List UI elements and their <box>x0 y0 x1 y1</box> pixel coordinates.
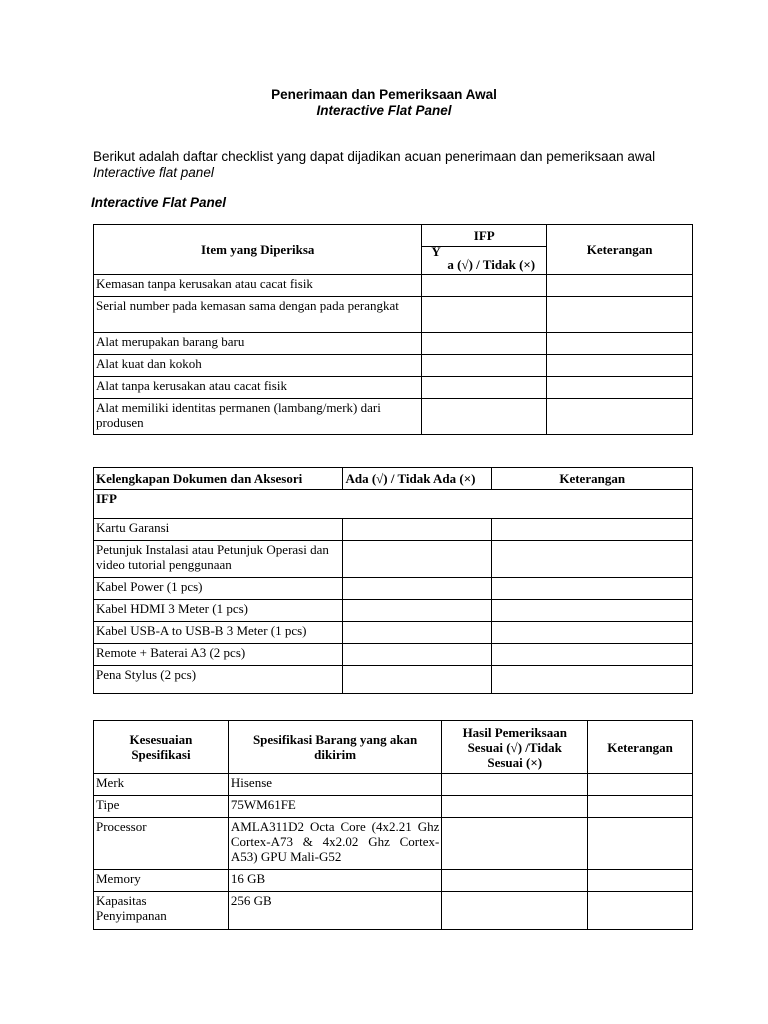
table-row <box>94 275 693 297</box>
spec-value: 256 GB <box>228 892 441 930</box>
check-cell[interactable] <box>343 666 492 694</box>
note-cell[interactable] <box>547 377 693 399</box>
header-yes-no-label: a (√) / Tidak (×) <box>447 256 536 272</box>
table-row <box>94 644 693 666</box>
table-row <box>94 818 693 870</box>
spec-value: 16 GB <box>228 870 441 892</box>
note-cell[interactable] <box>547 399 693 435</box>
note-cell[interactable] <box>547 275 693 297</box>
note-cell[interactable] <box>588 870 693 892</box>
row-label: Alat memiliki identitas permanen (lambang/merk) dari produsen <box>94 399 422 435</box>
table-row <box>94 399 693 435</box>
header-spec: Kesesuaian Spesifikasi <box>94 721 229 774</box>
row-label: Kartu Garansi <box>94 519 343 541</box>
result-cell[interactable] <box>442 796 588 818</box>
table-row <box>94 600 693 622</box>
table-row <box>94 377 693 399</box>
documents-table <box>93 467 693 694</box>
check-cell[interactable] <box>422 297 547 333</box>
note-cell[interactable] <box>588 892 693 930</box>
check-cell[interactable] <box>422 377 547 399</box>
inspection-table <box>93 224 693 435</box>
note-cell[interactable] <box>547 333 693 355</box>
note-cell[interactable] <box>547 355 693 377</box>
section-title: Interactive Flat Panel <box>91 195 227 210</box>
note-cell[interactable] <box>492 519 693 541</box>
check-cell[interactable] <box>422 399 547 435</box>
table-row <box>94 796 693 818</box>
table-row <box>94 622 693 644</box>
row-label: Petunjuk Instalasi atau Petunjuk Operasi dan video tutorial penggunaan <box>94 541 343 578</box>
check-cell[interactable] <box>422 333 547 355</box>
spec-label: Merk <box>94 774 229 796</box>
table-row <box>94 333 693 355</box>
row-label: Remote + Baterai A3 (2 pcs) <box>94 644 343 666</box>
check-cell[interactable] <box>343 541 492 578</box>
note-cell[interactable] <box>492 578 693 600</box>
spec-value: 75WM61FE <box>228 796 441 818</box>
header-note: Keterangan <box>588 721 693 774</box>
header-yes-no <box>422 244 547 275</box>
note-cell[interactable] <box>547 297 693 333</box>
group-label: IFP <box>94 490 693 519</box>
row-label: Alat tanpa kerusakan atau cacat fisik <box>94 377 422 399</box>
row-label: Kabel HDMI 3 Meter (1 pcs) <box>94 600 343 622</box>
spec-label: Processor <box>94 818 229 870</box>
check-cell[interactable] <box>343 600 492 622</box>
table-row <box>94 666 693 694</box>
note-cell[interactable] <box>492 622 693 644</box>
intro-text: Berikut adalah daftar checklist yang dapat dijadikan acuan penerimaan dan pemeriksaan awal <box>93 149 656 164</box>
spec-label: Kapasitas Penyimpanan <box>94 892 229 930</box>
result-cell[interactable] <box>442 870 588 892</box>
note-cell[interactable] <box>492 644 693 666</box>
header-note: Keterangan <box>547 225 693 275</box>
row-label: Pena Stylus (2 pcs) <box>94 666 343 694</box>
header-availability: Ada (√) / Tidak Ada (×) <box>343 468 492 490</box>
row-label: Serial number pada kemasan sama dengan pada perangkat <box>94 297 422 333</box>
table-row <box>94 355 693 377</box>
result-cell[interactable] <box>442 774 588 796</box>
note-cell[interactable] <box>492 541 693 578</box>
header-note: Keterangan <box>492 468 693 490</box>
table-row <box>94 892 693 930</box>
table-row <box>94 578 693 600</box>
row-label: Kabel Power (1 pcs) <box>94 578 343 600</box>
result-cell[interactable] <box>442 892 588 930</box>
spec-value: Hisense <box>228 774 441 796</box>
note-cell[interactable] <box>588 774 693 796</box>
table-row <box>94 519 693 541</box>
check-cell[interactable] <box>422 355 547 377</box>
note-cell[interactable] <box>588 818 693 870</box>
header-ifp: IFP <box>422 225 547 247</box>
row-label: Alat merupakan barang baru <box>94 333 422 355</box>
note-cell[interactable] <box>588 796 693 818</box>
note-cell[interactable] <box>492 666 693 694</box>
table-row <box>94 870 693 892</box>
row-label: Kemasan tanpa kerusakan atau cacat fisik <box>94 275 422 297</box>
check-cell[interactable] <box>422 275 547 297</box>
table-row <box>94 541 693 578</box>
spec-label: Memory <box>94 870 229 892</box>
check-cell[interactable] <box>343 644 492 666</box>
result-cell[interactable] <box>442 818 588 870</box>
header-yes-no-y: Y <box>431 244 441 259</box>
check-cell[interactable] <box>343 622 492 644</box>
document-title: Penerimaan dan Pemeriksaan Awal <box>271 87 497 102</box>
table-row <box>94 774 693 796</box>
header-item: Item yang Diperiksa <box>94 225 422 275</box>
intro-italic-text: Interactive flat panel <box>93 165 214 180</box>
check-cell[interactable] <box>343 519 492 541</box>
row-label: Alat kuat dan kokoh <box>94 355 422 377</box>
table-row <box>94 297 693 333</box>
check-cell[interactable] <box>343 578 492 600</box>
document-subtitle: Interactive Flat Panel <box>316 103 452 118</box>
header-item: Spesifikasi Barang yang akan dikirim <box>228 721 441 774</box>
intro-paragraph <box>93 149 683 181</box>
header-result: Hasil Pemeriksaan Sesuai (√) /Tidak Sesuai (×) <box>442 721 588 774</box>
header-documents: Kelengkapan Dokumen dan Aksesori <box>94 468 343 490</box>
note-cell[interactable] <box>492 600 693 622</box>
specification-table <box>93 720 693 930</box>
row-label: Kabel USB-A to USB-B 3 Meter (1 pcs) <box>94 622 343 644</box>
spec-label: Tipe <box>94 796 229 818</box>
spec-value: AMLA311D2 Octa Core (4x2.21 Ghz Cortex-A73 & 4x2.02 Ghz Cortex-A53) GPU Mali-G52 <box>228 818 441 870</box>
